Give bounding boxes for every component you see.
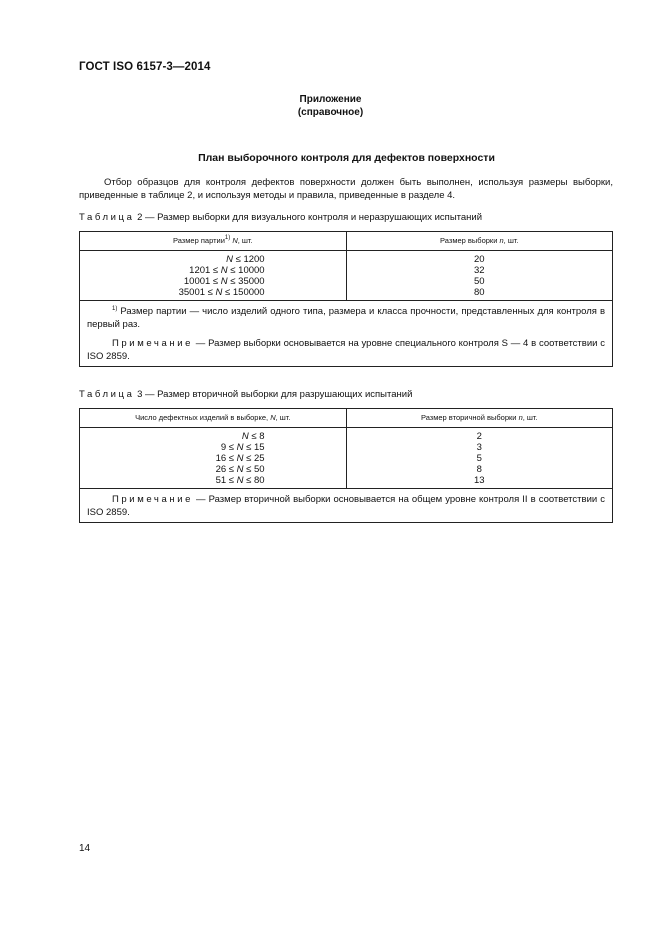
table3-header-sample-unit: , шт. — [522, 413, 538, 422]
table3-header-defects-unit: , шт. — [275, 413, 291, 422]
table2-caption-word: Таблица — [79, 212, 135, 223]
table-row: 16 ≤ N ≤ 25 — [215, 453, 265, 464]
annex-type: (справочное) — [297, 107, 364, 118]
note-text: — Размер выборки основывается на уровне специального контроля S — 4 в соответствии с ISO 2859. — [87, 338, 605, 362]
table2-header-lot-text: Размер партии — [172, 236, 225, 245]
table-cell: 20 — [474, 254, 485, 265]
table2-sample-values — [346, 251, 612, 301]
table-row: 51 ≤ N ≤ 80 — [215, 475, 265, 486]
table-cell: 8 — [476, 464, 482, 475]
table2-header-sample-text: Размер выборки — [440, 236, 500, 245]
table2-header-lot-unit: , шт. — [237, 236, 253, 245]
table2-header-sample-unit: , шт. — [503, 236, 519, 245]
table2-notes-row — [80, 301, 613, 367]
table3-header-sample-size — [346, 409, 612, 428]
table3-header-sample-var: n — [518, 413, 523, 422]
table-row: N ≤ 1200 — [226, 254, 265, 265]
table2-note — [87, 337, 605, 363]
note-text: — Размер вторичной выборки основывается на общем уровне контроля II в соответствии с ISO 2859. — [87, 494, 605, 518]
document-code: ГОСТ ISO 6157-3—2014 — [79, 61, 211, 73]
table-cell: 5 — [476, 453, 482, 464]
table3-notes-row — [80, 489, 613, 523]
table2-notes — [80, 301, 613, 367]
table3-caption-word: Таблица — [79, 389, 135, 400]
table2-header-sample-var: n — [499, 236, 504, 245]
table2-lot-ranges — [80, 251, 347, 301]
table-cell: 2 — [476, 431, 482, 442]
table-row: 1201 ≤ N ≤ 10000 — [189, 265, 265, 276]
table-row: 35001 ≤ N ≤ 150000 — [178, 287, 265, 298]
table3-data-row — [80, 428, 613, 489]
annex-heading — [0, 93, 661, 119]
table-cell: 13 — [473, 475, 485, 486]
table-cell: 80 — [474, 287, 485, 298]
table-3 — [79, 408, 613, 523]
table2-header-lot-size — [80, 232, 347, 251]
table3-caption — [79, 389, 412, 400]
table-row: 9 ≤ N ≤ 15 — [220, 442, 265, 453]
table2-header-sample-size — [346, 232, 612, 251]
table3-defect-ranges — [80, 428, 347, 489]
table2-header-row — [80, 232, 613, 251]
table-row: 10001 ≤ N ≤ 35000 — [183, 276, 265, 287]
table3-caption-text: 3 — Размер вторичной выборки для разрушающих испытаний — [134, 389, 413, 400]
annex-label: Приложение — [299, 94, 362, 105]
table3-sample-values — [346, 428, 612, 489]
table2-header-footnote-mark: 1) — [224, 235, 231, 241]
table3-header-defects — [80, 409, 347, 428]
table3-notes — [80, 489, 613, 523]
table-row: N ≤ 8 — [241, 431, 265, 442]
table3-header-row — [80, 409, 613, 428]
table-cell: 50 — [474, 276, 485, 287]
table3-header-defects-var: N — [270, 413, 276, 422]
note-word: Примечание — [112, 338, 193, 349]
note-word: Примечание — [112, 494, 193, 505]
section-title: План выборочного контроля для дефектов поверхности — [198, 152, 495, 164]
table2-caption-text: 2 — Размер выборки для визуального контроля и неразрушающих испытаний — [134, 212, 483, 223]
table2-caption — [79, 212, 482, 223]
footnote-mark: 1) — [112, 306, 118, 312]
table2-footnote — [87, 305, 605, 331]
table3-header-defects-text: Число дефектных изделий в выборке, — [135, 413, 271, 422]
table2-header-lot-var: N — [232, 236, 238, 245]
table-row: 26 ≤ N ≤ 50 — [215, 464, 265, 475]
table3-note — [87, 493, 605, 519]
table-cell: 32 — [474, 265, 485, 276]
table2-data-row — [80, 251, 613, 301]
intro-paragraph: Отбор образцов для контроля дефектов поверхности должен быть выполнен, используя размеры выборки, приведенные в таблице 2, и используя методы и правила, приведенные в разделе 4. — [79, 177, 613, 201]
table3-header-sample-text: Размер вторичной выборки — [420, 413, 519, 422]
footnote-text: Размер партии — число изделий одного типа, размера и класса прочности, представленных для контроля в первый раз. — [87, 306, 605, 330]
table-cell: 3 — [476, 442, 482, 453]
table-2 — [79, 231, 613, 367]
page-number: 14 — [79, 843, 91, 854]
